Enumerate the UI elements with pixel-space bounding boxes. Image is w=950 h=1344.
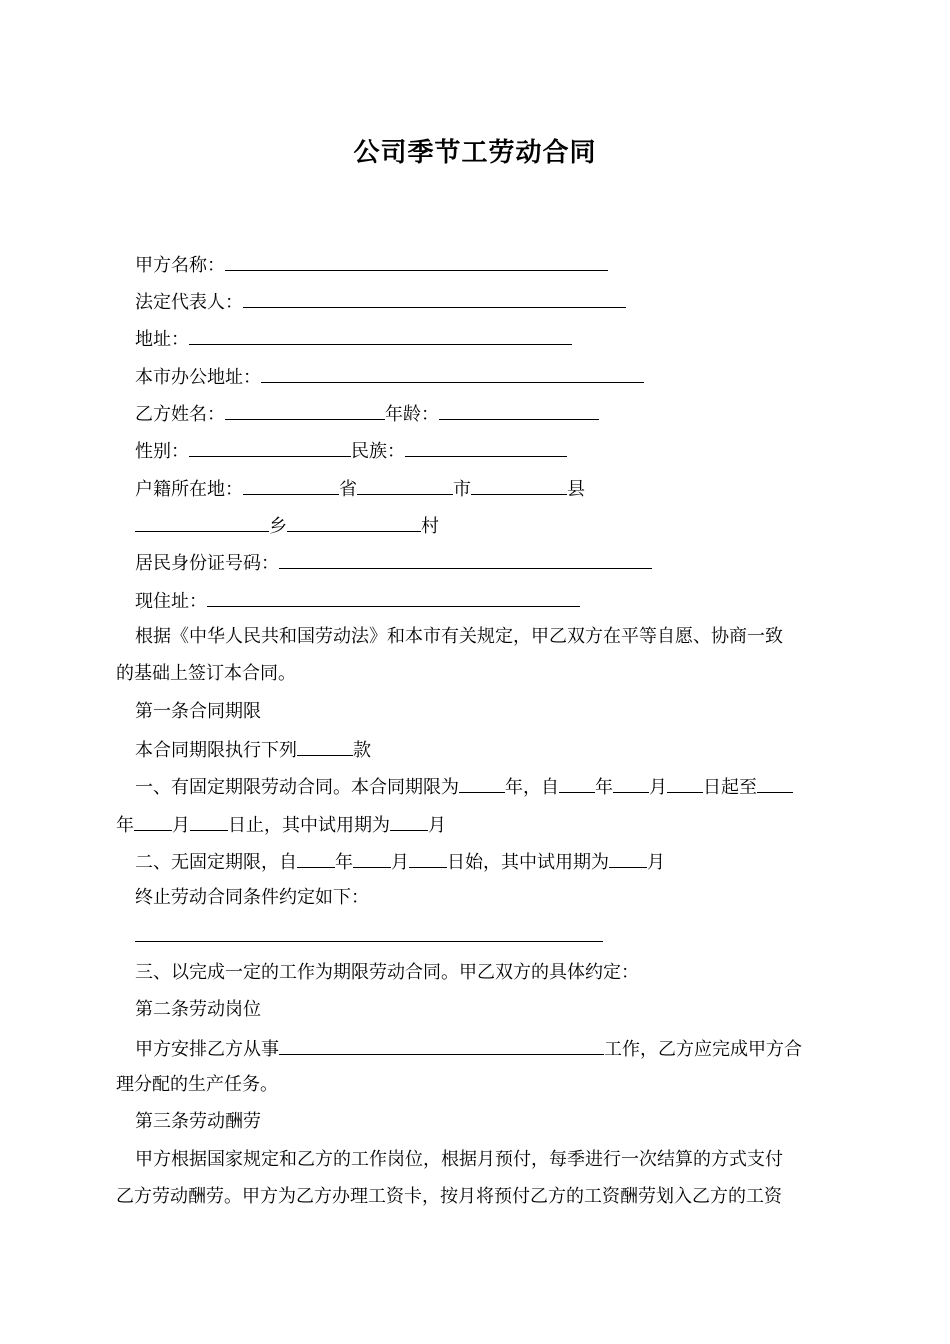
year-unit-2: 年 bbox=[116, 815, 134, 836]
gender-label: 性别： bbox=[135, 441, 189, 462]
township-label: 乡 bbox=[269, 516, 287, 537]
job-assign-suffix: 工作，乙方应完成甲方合 bbox=[604, 1039, 802, 1060]
open-probation-text: 日始，其中试用期为 bbox=[447, 852, 609, 873]
address-label: 地址： bbox=[135, 329, 189, 350]
intro-suffix: 款 bbox=[353, 740, 371, 761]
household-label: 户籍所在地： bbox=[135, 479, 243, 500]
city-label: 市 bbox=[453, 479, 471, 500]
start-day-blank[interactable] bbox=[667, 773, 703, 793]
probation-months-blank[interactable] bbox=[390, 811, 428, 831]
village-label: 村 bbox=[421, 516, 439, 537]
end-day-blank[interactable] bbox=[190, 811, 228, 831]
ethnicity-blank[interactable] bbox=[405, 437, 567, 457]
party-b-name-label: 乙方姓名： bbox=[135, 404, 225, 425]
province-label: 省 bbox=[339, 479, 357, 500]
legal-rep-row bbox=[135, 288, 626, 314]
termination-conditions: 终止劳动合同条件约定如下： bbox=[135, 887, 369, 908]
fixed-term-line-1 bbox=[135, 773, 793, 799]
open-year-unit: 年 bbox=[335, 852, 353, 873]
article-1-heading: 第一条合同期限 bbox=[135, 701, 261, 722]
termination-blank[interactable] bbox=[135, 922, 603, 942]
open-month-blank[interactable] bbox=[353, 848, 391, 868]
article-3-line-2: 乙方劳动酬劳。甲方为乙方办理工资卡，按月将预付乙方的工资酬劳划入乙方的工资 bbox=[116, 1186, 782, 1207]
article-1-intro bbox=[135, 736, 371, 762]
address-blank[interactable] bbox=[189, 325, 572, 345]
probation-text: 日止，其中试用期为 bbox=[228, 815, 390, 836]
party-a-name-label: 甲方名称： bbox=[135, 255, 225, 276]
open-day-blank[interactable] bbox=[409, 848, 447, 868]
year-unit: 年 bbox=[595, 777, 613, 798]
id-number-blank[interactable] bbox=[279, 549, 652, 569]
article-2-heading: 第二条劳动岗位 bbox=[135, 999, 261, 1020]
city-blank[interactable] bbox=[357, 475, 453, 495]
party-a-name-blank[interactable] bbox=[225, 251, 608, 271]
county-blank[interactable] bbox=[471, 475, 567, 495]
job-blank[interactable] bbox=[279, 1035, 604, 1055]
fixed-term-text: 一、有固定期限劳动合同。本合同期限为 bbox=[135, 777, 459, 798]
party-b-name-blank[interactable] bbox=[225, 400, 385, 420]
id-number-label: 居民身份证号码： bbox=[135, 553, 279, 574]
address-row bbox=[135, 325, 572, 351]
open-term-text: 二、无固定期限，自 bbox=[135, 852, 297, 873]
termination-blank-row bbox=[135, 922, 603, 948]
open-year-blank[interactable] bbox=[297, 848, 335, 868]
legal-rep-label: 法定代表人： bbox=[135, 292, 243, 313]
household-row bbox=[135, 475, 585, 501]
current-address-row bbox=[135, 587, 580, 613]
document-title: 公司季节工劳动合同 bbox=[353, 138, 597, 168]
age-label: 年龄： bbox=[385, 404, 439, 425]
preamble-line-1: 根据《中华人民共和国劳动法》和本市有关规定，甲乙双方在平等自愿、协商一致 bbox=[135, 626, 783, 647]
party-b-row bbox=[135, 400, 599, 426]
village-blank[interactable] bbox=[287, 512, 421, 532]
intro-text: 本合同期限执行下列 bbox=[135, 740, 297, 761]
legal-rep-blank[interactable] bbox=[243, 288, 626, 308]
article-2-line-1 bbox=[135, 1035, 802, 1061]
township-blank[interactable] bbox=[135, 512, 269, 532]
local-office-row bbox=[135, 363, 644, 389]
township-row bbox=[135, 512, 439, 538]
province-blank[interactable] bbox=[243, 475, 339, 495]
local-office-blank[interactable] bbox=[261, 363, 644, 383]
end-month-blank[interactable] bbox=[134, 811, 172, 831]
open-month-unit: 月 bbox=[391, 852, 409, 873]
article-3-line-1: 甲方根据国家规定和乙方的工作岗位，根据月预付，每季进行一次结算的方式支付 bbox=[135, 1149, 783, 1170]
month-unit-3: 月 bbox=[428, 815, 446, 836]
preamble-line-2: 的基础上签订本合同。 bbox=[116, 663, 296, 684]
month-unit: 月 bbox=[649, 777, 667, 798]
gender-blank[interactable] bbox=[189, 437, 351, 457]
end-year-blank-start[interactable] bbox=[757, 773, 793, 793]
id-number-row bbox=[135, 549, 652, 575]
job-assign-text: 甲方安排乙方从事 bbox=[135, 1039, 279, 1060]
current-address-blank[interactable] bbox=[207, 587, 580, 607]
month-unit-2: 月 bbox=[172, 815, 190, 836]
start-year-blank[interactable] bbox=[559, 773, 595, 793]
local-office-label: 本市办公地址： bbox=[135, 367, 261, 388]
open-month-unit-2: 月 bbox=[647, 852, 665, 873]
clause-choice-blank[interactable] bbox=[297, 736, 353, 756]
task-based-contract: 三、以完成一定的工作为期限劳动合同。甲乙双方的具体约定： bbox=[135, 962, 639, 983]
day-to-unit: 日起至 bbox=[703, 777, 757, 798]
fixed-term-line-2 bbox=[116, 811, 446, 837]
fixed-term-from: 年，自 bbox=[505, 777, 559, 798]
article-2-line-2: 理分配的生产任务。 bbox=[116, 1074, 278, 1095]
gender-row bbox=[135, 437, 567, 463]
open-term-line bbox=[135, 848, 665, 874]
term-years-blank[interactable] bbox=[459, 773, 505, 793]
ethnicity-label: 民族： bbox=[351, 441, 405, 462]
age-blank[interactable] bbox=[439, 400, 599, 420]
current-address-label: 现住址： bbox=[135, 591, 207, 612]
start-month-blank[interactable] bbox=[613, 773, 649, 793]
party-a-name-row bbox=[135, 251, 608, 277]
county-label: 县 bbox=[567, 479, 585, 500]
open-probation-blank[interactable] bbox=[609, 848, 647, 868]
article-3-heading: 第三条劳动酬劳 bbox=[135, 1111, 261, 1132]
